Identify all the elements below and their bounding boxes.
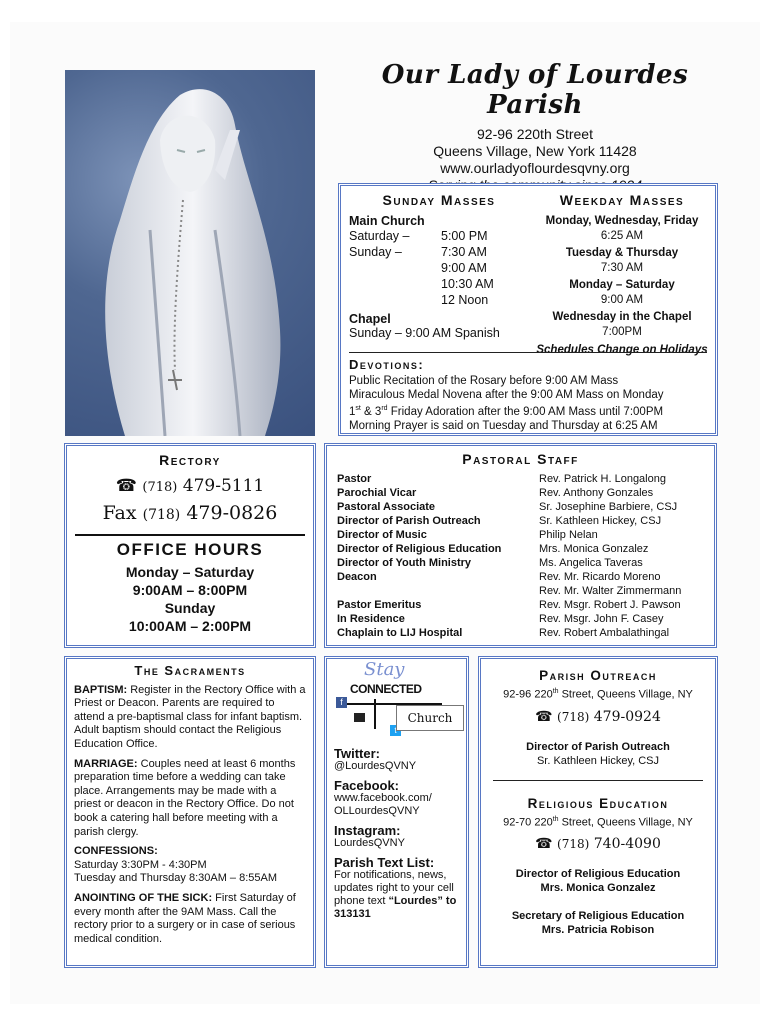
office-hours-line: Monday – Saturday (125, 564, 255, 580)
rectory-phone[interactable] (73, 476, 307, 496)
mass-day (349, 276, 441, 292)
text-list-text: For notifications, news, updates right to your cell phone text (334, 869, 454, 907)
staff-role: Director of Music (337, 529, 427, 541)
weekday-mass-time: 9:00 AM (600, 294, 644, 306)
sacraments-box (64, 656, 316, 968)
phone-number: 740-4090 (593, 836, 661, 853)
sunday-mass-rows (349, 228, 529, 308)
staff-role: In Residence (337, 613, 405, 625)
staff-name: Philip Nelan (539, 529, 598, 541)
confessions-label: CONFESSIONS: (74, 845, 158, 858)
anointing-label: ANOINTING OF THE SICK: (74, 891, 213, 904)
stay-word: Stay (364, 659, 405, 680)
address-text: 92-96 220 (503, 688, 553, 701)
mass-divider (349, 352, 707, 353)
religious-ed-director-name: Mrs. Monica Gonzalez (540, 882, 656, 895)
mass-time: 9:00 AM (441, 261, 487, 275)
phone-area: (718) (142, 480, 178, 495)
staff-name: Rev. Mr. Walter Zimmermann (539, 585, 682, 597)
anointing-paragraph (74, 892, 306, 946)
rectory-title: Rectory (159, 452, 221, 468)
devotion-line: Miraculous Medal Novena after the 9:00 AM Mass on Monday (349, 389, 664, 401)
staff-name: Sr. Josephine Barbiere, CSJ (539, 501, 678, 513)
sunday-masses-title: Sunday Masses (382, 192, 496, 208)
outreach-box (478, 656, 718, 968)
telephone-icon: ☎ (535, 708, 553, 725)
twitter-label: Twitter: (334, 746, 380, 761)
holiday-note: Schedules Change on Holidays (536, 344, 708, 356)
staff-name: Rev. Msgr. Robert J. Pawson (539, 599, 681, 611)
outreach-address (487, 685, 709, 702)
phone-number: 479-5111 (182, 476, 265, 496)
connected-word: CONNECTED (350, 682, 422, 696)
staff-name: Mrs. Monica Gonzalez (539, 543, 649, 555)
facebook-label: Facebook: (334, 778, 400, 793)
staff-role: Pastoral Associate (337, 501, 436, 513)
office-hours-line: Sunday (164, 600, 216, 616)
fax-number: 479-0826 (186, 502, 278, 524)
staff-role: Director of Parish Outreach (337, 515, 481, 527)
outreach-divider (493, 780, 703, 781)
address-text: Street, Queens Village, NY (558, 688, 693, 701)
mass-day (349, 260, 441, 276)
staff-roles (337, 472, 537, 640)
address-text: Street, Queens Village, NY (558, 816, 693, 829)
outreach-director-label: Director of Parish Outreach (526, 740, 670, 753)
mass-time: 5:00 PM (441, 229, 488, 243)
address-line1: 92-96 220th Street (477, 126, 593, 142)
pastoral-staff-box (324, 443, 717, 648)
devotion-text: & 3 (360, 405, 382, 418)
weekday-mass-days: Monday, Wednesday, Friday (545, 215, 699, 227)
video-icon (354, 713, 365, 722)
text-keyword: “Lourdes” (388, 895, 443, 907)
mass-day: Sunday – (349, 245, 402, 259)
marriage-text: Couples need at least 6 months preparation time before a wedding can take place. Arrangements may be made with a priest or deacon in the Rectory Office. Do not book a catering hall before meeting with a parish clergy. (74, 757, 296, 838)
sunday-mass-row (349, 244, 529, 260)
staff-role: Pastor (337, 473, 372, 485)
office-hours-line: 10:00AM – 2:00PM (128, 618, 252, 634)
devotion-line: Morning Prayer is said on Tuesday and Thursday at 6:25 AM (349, 419, 658, 432)
mass-day (349, 292, 441, 308)
weekday-mass-days: Wednesday in the Chapel (552, 311, 692, 323)
religious-ed-secretary-name: Mrs. Patricia Robison (541, 924, 655, 937)
baptism-paragraph (74, 684, 306, 752)
facebook-icon[interactable]: f (336, 697, 347, 708)
religious-ed-address (487, 813, 709, 830)
text-list-info (334, 869, 459, 921)
weekday-masses-title: Weekday Masses (559, 192, 685, 208)
staff-role: Chaplain to LIJ Hospital (337, 627, 463, 639)
fax-area: (718) (142, 507, 181, 523)
ordinal-sup: th (552, 815, 559, 823)
facebook-url[interactable]: OLLourdesQVNY (334, 805, 420, 817)
confessions-line: Saturday 3:30PM - 4:30PM (74, 858, 207, 871)
mass-schedule-box (338, 183, 718, 436)
devotions (349, 358, 707, 433)
rectory-box (64, 443, 316, 648)
staff-name: Rev. Robert Ambalathingal (539, 627, 670, 639)
anointing-text: First Saturday of every month after the 9AM Mass. Call the rectory prior to a surgery or in case of serious medical condition. (74, 891, 296, 945)
sunday-mass-row (349, 276, 529, 292)
outreach-phone[interactable] (487, 710, 709, 724)
devotions-title: Devotions: (349, 357, 425, 372)
rectory-divider (75, 534, 305, 536)
devotion-line: Public Recitation of the Rosary before 9:00 AM Mass (349, 375, 619, 387)
fax-label: Fax (102, 502, 137, 524)
mass-time: 12 Noon (441, 293, 489, 307)
statue-photo (65, 70, 315, 436)
religious-ed-title: Religious Education (527, 795, 669, 811)
office-hours-title: OFFICE HOURS (116, 540, 264, 559)
staff-name: Rev. Patrick H. Longalong (539, 473, 666, 485)
outreach-director-name: Sr. Kathleen Hickey, CSJ (536, 754, 660, 767)
staff-name: Rev. Anthony Gonzales (539, 487, 654, 499)
staff-role (337, 584, 537, 598)
staff-role: Pastor Emeritus (337, 599, 422, 611)
weekday-mass-time: 6:25 AM (600, 230, 644, 242)
baptism-label: BAPTISM: (74, 683, 128, 696)
staff-name: Rev. Mr. Ricardo Moreno (539, 571, 661, 583)
main-church-label: Main Church (349, 214, 425, 228)
office-hours-line: 9:00AM – 8:00PM (132, 582, 248, 598)
staff-role: Deacon (337, 571, 377, 583)
stay-connected-graphic (334, 659, 459, 741)
staff-role: Director of Youth Ministry (337, 557, 472, 569)
ordinal-sup: st (355, 405, 361, 412)
devotion-line (349, 402, 707, 419)
address-line2: Queens Village, New York 11428 (433, 143, 637, 159)
facebook-url[interactable]: www.facebook.com/ (334, 792, 432, 804)
staff-name: Rev. Msgr. John F. Casey (539, 613, 664, 625)
weekday-mass-days: Monday – Saturday (569, 279, 675, 291)
religious-ed-phone[interactable] (487, 837, 709, 851)
address-text: 92-70 220 (503, 816, 553, 829)
ordinal-sup: th (552, 688, 559, 695)
mass-day: Saturday – (349, 229, 410, 243)
baptism-text: Register in the Rectory Office with a Priest or Deacon. Parents are required to attend a pre-baptismal class for infant baptism. Adult baptism should contact the Religious Education Office. (74, 683, 306, 750)
chapel-line: Sunday – 9:00 AM Spanish (349, 326, 500, 340)
staff-name: Sr. Kathleen Hickey, CSJ (539, 515, 662, 527)
confessions-paragraph (74, 845, 306, 886)
mass-time: 7:30 AM (441, 245, 487, 259)
phone-area: (718) (557, 709, 590, 724)
religious-ed-secretary-label: Secretary of Religious Education (511, 910, 685, 923)
telephone-icon: ☎ (535, 836, 553, 853)
weekday-mass-time: 7:00PM (602, 326, 642, 338)
parish-name: Our Lady of Lourdes Parish (381, 60, 689, 120)
telephone-icon: ☎ (115, 476, 137, 496)
website-link[interactable]: www.ourladyoflourdesqvny.org (440, 160, 630, 176)
devotion-text: 1 (349, 405, 356, 418)
staff-names (539, 472, 714, 640)
religious-ed-director-label: Director of Religious Education (515, 868, 681, 881)
mass-time: 10:30 AM (441, 277, 494, 291)
sunday-mass-row (349, 228, 529, 244)
rectory-fax (73, 502, 307, 524)
instagram-handle[interactable]: LourdesQVNY (334, 837, 405, 849)
marriage-label: MARRIAGE: (74, 757, 138, 770)
weekday-mass-days: Tuesday & Thursday (565, 247, 679, 259)
instagram-label: Instagram: (334, 823, 401, 838)
virgin-mary-statue-image (65, 70, 315, 436)
staff-name: Ms. Angelica Taveras (539, 557, 643, 569)
pastoral-staff-title: Pastoral Staff (462, 451, 579, 467)
text-number: to 313131 (334, 895, 457, 920)
sacraments-title: The Sacraments (134, 663, 246, 678)
marriage-paragraph (74, 758, 306, 840)
ordinal-sup: rd (381, 405, 388, 412)
twitter-handle[interactable]: @LourdesQVNY (334, 760, 417, 772)
weekday-masses (531, 192, 713, 356)
church-label: Church (396, 705, 464, 731)
stay-connected-box (324, 656, 469, 968)
weekday-mass-time: 7:30 AM (600, 262, 644, 274)
weekday-mass-items (531, 214, 713, 340)
chapel-label: Chapel (349, 312, 391, 326)
devotion-text: Friday Adoration after the 9:00 AM Mass until 7:00PM (387, 405, 664, 418)
parish-header (330, 60, 740, 194)
phone-area: (718) (557, 837, 590, 852)
outreach-title: Parish Outreach (539, 668, 657, 683)
phone-number: 479-0924 (593, 708, 661, 725)
sunday-mass-row (349, 260, 529, 276)
confessions-line: Tuesday and Thursday 8:30AM – 8:55AM (74, 872, 278, 885)
text-list-label: Parish Text List: (334, 855, 435, 870)
staff-role: Parochial Vicar (337, 487, 417, 499)
staff-role: Director of Religious Education (337, 543, 502, 555)
sunday-mass-row (349, 292, 529, 308)
sunday-masses (349, 192, 529, 340)
